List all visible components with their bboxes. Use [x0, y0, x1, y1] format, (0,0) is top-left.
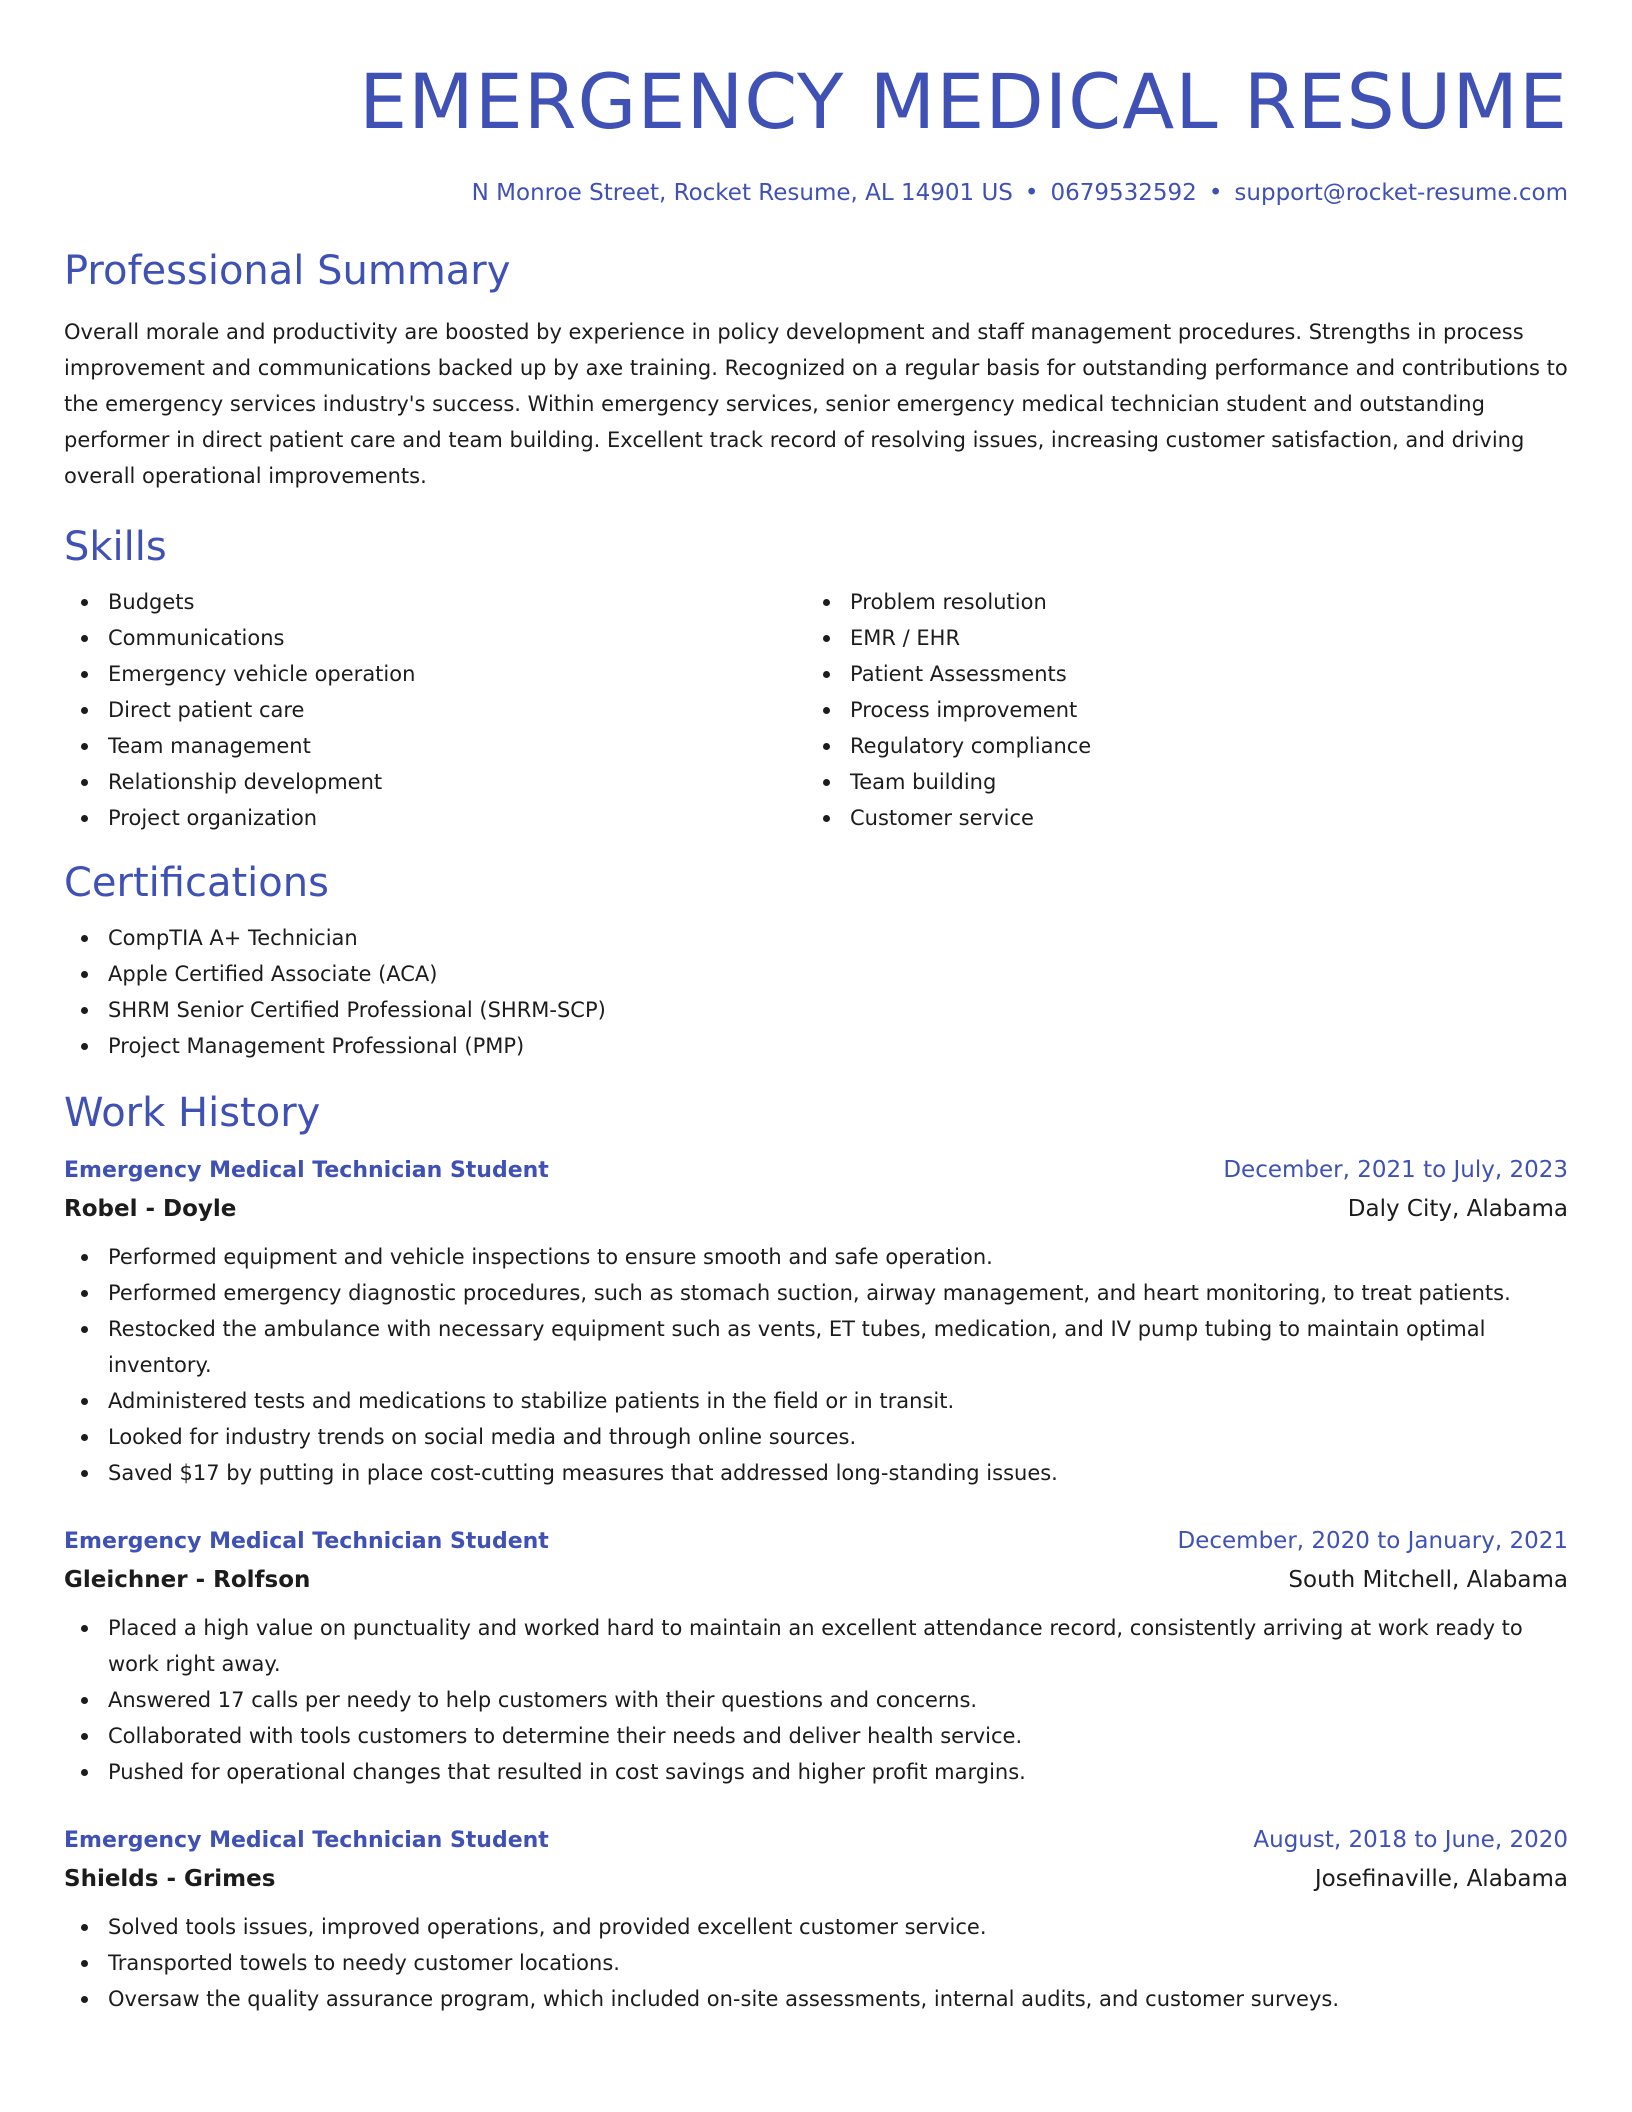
resume-title: EMERGENCY MEDICAL RESUME — [359, 57, 1568, 146]
skill-item: Project organization — [64, 800, 806, 836]
job-title: Emergency Medical Technician Student — [64, 1529, 549, 1554]
section-title-work-history: Work History — [64, 1090, 321, 1136]
certification-item: CompTIA A+ Technician — [64, 920, 1568, 956]
skill-item: Relationship development — [64, 764, 806, 800]
job-duty-item: Pushed for operational changes that resulted in cost savings and higher profit margins. — [64, 1754, 1568, 1790]
job-company: Robel - Doyle — [64, 1196, 237, 1222]
job-dates: August, 2018 to June, 2020 — [1253, 1827, 1568, 1853]
summary-text: Overall morale and productivity are boosted by experience in policy development and staff management procedures. Strengths in process improvement and communications backed up by axe training. Recognized on a regular basis for outstanding performance and contributions to the emergency services industry's success. Within emergency services, senior emergency medical technician student and outstanding performer in direct patient care and team building. Excellent track record of resolving issues, increasing customer satisfaction, and driving overall operational improvements. — [64, 320, 1568, 488]
job-duty-item: Oversaw the quality assurance program, which included on-site assessments, internal audits, and customer surveys. — [64, 1981, 1568, 2017]
job-duty-item: Collaborated with tools customers to determine their needs and deliver health service. — [64, 1718, 1568, 1754]
job-dates: December, 2020 to January, 2021 — [1177, 1528, 1568, 1554]
section-title-certifications: Certifications — [64, 860, 329, 906]
job-entry — [64, 1523, 1568, 1790]
skills-list — [64, 584, 1568, 836]
contact-line — [64, 178, 1568, 208]
skill-item: EMR / EHR — [806, 620, 1548, 656]
contact-separator: • — [1208, 180, 1223, 206]
job-company: Shields - Grimes — [64, 1866, 276, 1892]
job-header-row — [64, 1822, 1568, 1859]
job-header-row — [64, 1152, 1568, 1189]
job-location: Josefinaville, Alabama — [1314, 1866, 1568, 1892]
section-title-professional-summary: Professional Summary — [64, 248, 511, 294]
skill-item: Process improvement — [806, 692, 1548, 728]
contact-phone: 0679532592 — [1050, 180, 1197, 206]
skill-item: Budgets — [64, 584, 806, 620]
contact-separator: • — [1024, 180, 1039, 206]
job-company-row — [64, 1189, 1568, 1229]
job-location: Daly City, Alabama — [1347, 1196, 1568, 1222]
skills-column-left — [64, 584, 806, 836]
skill-item: Customer service — [806, 800, 1548, 836]
job-title: Emergency Medical Technician Student — [64, 1158, 549, 1183]
skill-item: Patient Assessments — [806, 656, 1548, 692]
job-duty-item: Placed a high value on punctuality and worked hard to maintain an excellent attendance record, consistently arriving at work ready to work right away. — [64, 1610, 1568, 1682]
certification-item: Apple Certified Associate (ACA) — [64, 956, 1568, 992]
section-title-skills: Skills — [64, 524, 167, 570]
job-title: Emergency Medical Technician Student — [64, 1828, 549, 1853]
job-duties — [64, 1610, 1568, 1790]
skills-column-right — [806, 584, 1548, 836]
skill-item: Team management — [64, 728, 806, 764]
job-header-row — [64, 1523, 1568, 1560]
job-company-row — [64, 1560, 1568, 1600]
job-duties — [64, 1239, 1568, 1491]
job-duty-item: Restocked the ambulance with necessary equipment such as vents, ET tubes, medication, and IV pump tubing to maintain optimal inventory. — [64, 1311, 1568, 1383]
job-duty-item: Solved tools issues, improved operations, and provided excellent customer service. — [64, 1909, 1568, 1945]
skill-item: Team building — [806, 764, 1548, 800]
job-duties — [64, 1909, 1568, 2017]
resume-page — [64, 52, 1568, 2017]
certification-item: Project Management Professional (PMP) — [64, 1028, 1568, 1064]
skill-item: Problem resolution — [806, 584, 1548, 620]
skill-item: Communications — [64, 620, 806, 656]
job-entry — [64, 1822, 1568, 2017]
job-duty-item: Performed equipment and vehicle inspections to ensure smooth and safe operation. — [64, 1239, 1568, 1275]
certifications-list — [64, 920, 1568, 1064]
job-entry — [64, 1152, 1568, 1491]
job-duty-item: Looked for industry trends on social media and through online sources. — [64, 1419, 1568, 1455]
job-duty-item: Performed emergency diagnostic procedures, such as stomach suction, airway management, and heart monitoring, to treat patients. — [64, 1275, 1568, 1311]
job-company: Gleichner - Rolfson — [64, 1567, 311, 1593]
skill-item: Direct patient care — [64, 692, 806, 728]
job-company-row — [64, 1859, 1568, 1899]
job-duty-item: Answered 17 calls per needy to help customers with their questions and concerns. — [64, 1682, 1568, 1718]
job-duty-item: Administered tests and medications to stabilize patients in the field or in transit. — [64, 1383, 1568, 1419]
job-duty-item: Transported towels to needy customer locations. — [64, 1945, 1568, 1981]
job-dates: December, 2021 to July, 2023 — [1223, 1157, 1568, 1183]
job-duty-item: Saved $17 by putting in place cost-cutting measures that addressed long-standing issues. — [64, 1455, 1568, 1491]
job-location: South Mitchell, Alabama — [1288, 1567, 1568, 1593]
contact-email[interactable]: support@rocket-resume.com — [1234, 180, 1568, 206]
skill-item: Emergency vehicle operation — [64, 656, 806, 692]
skill-item: Regulatory compliance — [806, 728, 1548, 764]
certification-item: SHRM Senior Certified Professional (SHRM-SCP) — [64, 992, 1568, 1028]
contact-address: N Monroe Street, Rocket Resume, AL 14901 US — [471, 180, 1013, 206]
